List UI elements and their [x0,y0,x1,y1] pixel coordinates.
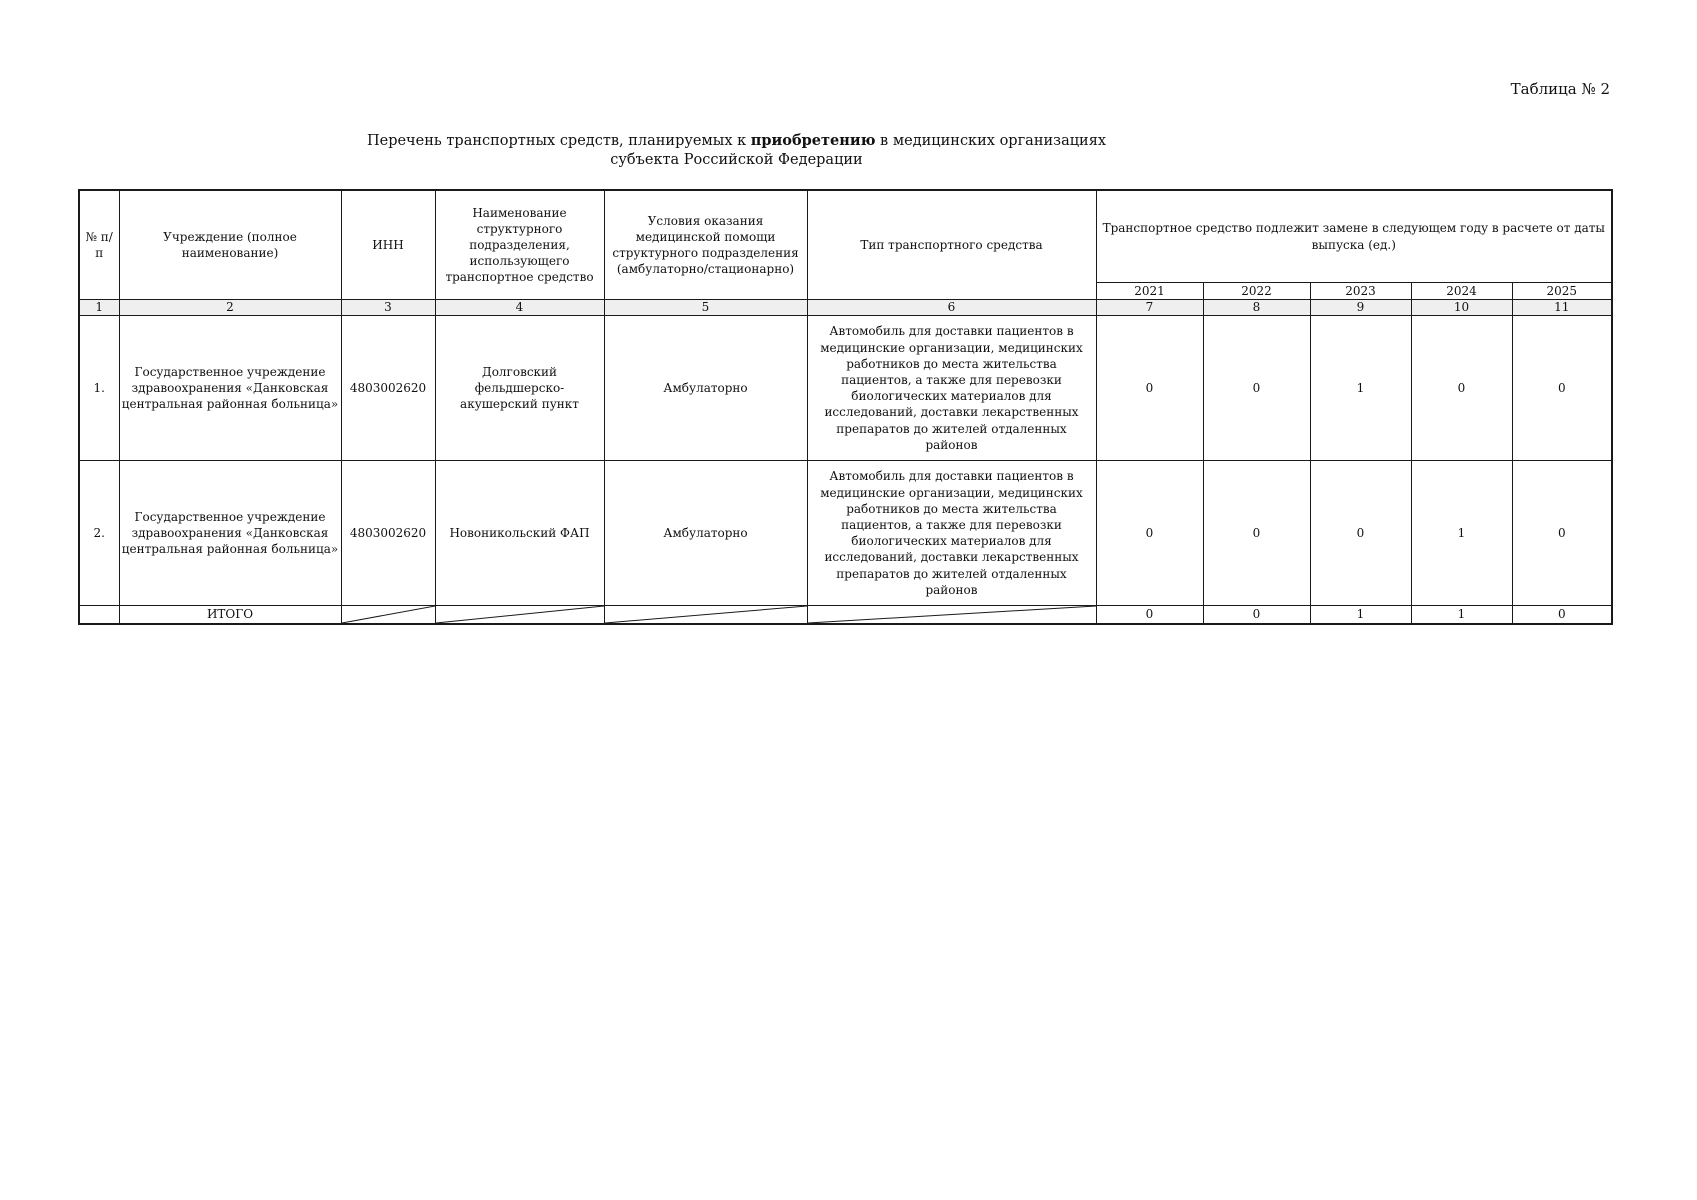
total-struck-cell [341,606,435,625]
row-conditions: Амбулаторно [604,316,807,461]
vehicle-table [78,189,1613,625]
total-value: 1 [1310,606,1411,625]
row-institution: Государственное учреждение здравоохранения «Данковская центральная районная больница» [119,316,341,461]
row-value: 1 [1411,461,1512,606]
row-value: 1 [1310,316,1411,461]
title-pre: Перечень транспортных средств, планируемых к [366,133,751,149]
index-cell: 2 [119,300,341,316]
diagonal-strike [605,606,807,623]
row-value: 0 [1096,461,1203,606]
index-cell: 9 [1310,300,1411,316]
header-inn: ИНН [341,190,435,300]
total-struck-cell [604,606,807,625]
title-bold: приобретению [750,132,876,149]
header-conditions: Условия оказания медицинской помощи структурного подразделения (амбулаторно/стационарно) [604,190,807,300]
document-title-line2: субъекта Российской Федерации [610,152,863,168]
row-value: 0 [1411,316,1512,461]
diagonal-strike [808,606,1096,623]
row-vehicle-type: Автомобиль для доставки пациентов в медицинские организации, медицинских работников до места жительства пациентов, а также для перевозки биологических материалов для исследований, доставки лекарственных препаратов до жителей отдаленных районов [807,461,1096,606]
table-number: Таблица № 2 [1510,80,1610,98]
row-vehicle-type: Автомобиль для доставки пациентов в медицинские организации, медицинских работников до места жительства пациентов, а также для перевозки биологических материалов для исследований, доставки лекарственных препаратов до жителей отдаленных районов [807,316,1096,461]
total-label: ИТОГО [119,606,341,625]
total-value: 1 [1411,606,1512,625]
index-cell: 3 [341,300,435,316]
row-conditions: Амбулаторно [604,461,807,606]
vehicle-table-wrapper [78,189,1611,625]
header-replacement: Транспортное средство подлежит замене в следующем году в расчете от даты выпуска (ед.) [1096,190,1612,283]
total-struck-cell [807,606,1096,625]
row-inn: 4803002620 [341,316,435,461]
header-num: № п/п [79,190,119,300]
year-cell: 2024 [1411,283,1512,300]
total-value: 0 [1096,606,1203,625]
index-cell: 4 [435,300,604,316]
index-cell: 10 [1411,300,1512,316]
year-cell: 2022 [1203,283,1310,300]
year-cell: 2023 [1310,283,1411,300]
diagonal-strike [436,606,604,623]
row-subdivision: Долговский фельдшерско-акушерский пункт [435,316,604,461]
title-post: в медицинских организациях [875,133,1107,149]
index-cell: 1 [79,300,119,316]
total-empty-cell [79,606,119,625]
header-subdivision: Наименование структурного подразделения, использующего транспортное средство [435,190,604,300]
table-row [79,316,1612,461]
row-subdivision: Новоникольский ФАП [435,461,604,606]
total-struck-cell [435,606,604,625]
row-institution: Государственное учреждение здравоохранения «Данковская центральная районная больница» [119,461,341,606]
year-cell: 2021 [1096,283,1203,300]
index-cell: 8 [1203,300,1310,316]
total-row [79,606,1612,625]
row-num: 1. [79,316,119,461]
header-row [79,190,1612,283]
index-cell: 11 [1512,300,1612,316]
row-num: 2. [79,461,119,606]
row-value: 0 [1512,316,1612,461]
table-row [79,461,1612,606]
row-inn: 4803002620 [341,461,435,606]
document-title-line1 [0,132,1585,149]
header-vehicle-type: Тип транспортного средства [807,190,1096,300]
diagonal-strike [342,606,435,623]
header-institution: Учреждение (полное наименование) [119,190,341,300]
index-cell: 6 [807,300,1096,316]
row-value: 0 [1203,461,1310,606]
row-value: 0 [1310,461,1411,606]
year-cell: 2025 [1512,283,1612,300]
index-cell: 7 [1096,300,1203,316]
column-index-row [79,300,1612,316]
row-value: 0 [1203,316,1310,461]
row-value: 0 [1096,316,1203,461]
total-value: 0 [1203,606,1310,625]
row-value: 0 [1512,461,1612,606]
total-value: 0 [1512,606,1612,625]
index-cell: 5 [604,300,807,316]
